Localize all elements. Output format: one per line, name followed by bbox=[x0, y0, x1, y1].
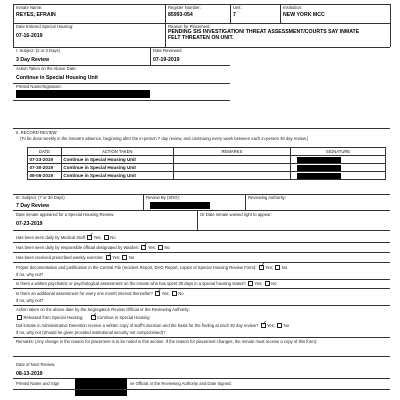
psych-no-checkbox[interactable] bbox=[265, 281, 270, 286]
table-row bbox=[28, 164, 386, 172]
warden-yes-checkbox[interactable] bbox=[141, 245, 146, 250]
reviewing-authority-label: Reviewing Authority: bbox=[248, 195, 286, 200]
question-written-copy bbox=[16, 323, 289, 328]
question-medical bbox=[16, 235, 116, 240]
rule-medical bbox=[13, 242, 390, 243]
inmate-name: REYES, EFRAIN bbox=[16, 12, 56, 18]
psych-yes-checkbox[interactable] bbox=[248, 281, 253, 286]
next-review-label: Date of Next Review: bbox=[16, 362, 56, 367]
warden-yes-label: Yes; bbox=[147, 245, 156, 250]
record-review-table bbox=[27, 147, 386, 180]
question-additional bbox=[16, 291, 184, 296]
next-review-date: 08-13-2019 bbox=[16, 371, 43, 377]
section1-action-label: Action Taken on the Above Date: bbox=[16, 66, 77, 71]
section3-top-rule bbox=[13, 194, 390, 195]
rule-next-review bbox=[13, 378, 390, 379]
written-copy-no-label: No bbox=[283, 323, 290, 328]
rule-documentation bbox=[13, 279, 390, 280]
written-copy-yes-label: Yes; bbox=[267, 323, 276, 328]
written-copy-if-not: If no, why not (Should be given provided institutional security not compromised)? bbox=[16, 330, 166, 335]
rule-remarks bbox=[13, 356, 390, 357]
rule-psych bbox=[13, 288, 390, 289]
section2-note: (To be done weekly in the inmate's absence, beginning after the in-person 7 day review, and continuing every week between each in-person 30 day review.) bbox=[20, 136, 309, 141]
released-checkbox[interactable] bbox=[17, 315, 22, 320]
medical-no-checkbox[interactable] bbox=[104, 235, 109, 240]
continue-label: Continue in Special Housing bbox=[97, 315, 150, 320]
psych-yes-label: Yes; bbox=[254, 281, 263, 286]
header-divider-1 bbox=[165, 4, 166, 23]
header-divider-3 bbox=[280, 4, 281, 23]
medical-yes-label: Yes; bbox=[93, 235, 102, 240]
section2-top-rule bbox=[13, 128, 390, 129]
row-action: Continue in Special Housing Unit bbox=[61, 156, 173, 164]
col-remarks: REMARKS bbox=[173, 148, 291, 156]
redacted-signature-1 bbox=[16, 90, 150, 98]
section1-subject-label: I. Subject: (2 or 3 Days) bbox=[16, 48, 60, 53]
appeared-label: Date inmate appeared for a Special Housing Review: bbox=[16, 212, 115, 217]
remarks-label: Remarks: (Any change in the reason for placement is to be noted in this section. If the reason for placement changes, the inmate must receive a copy of this form): bbox=[16, 339, 318, 344]
section1-printed-name-label: Printed Name/Signature: bbox=[16, 84, 62, 89]
redacted-reviewer bbox=[150, 202, 210, 209]
section3-divider-3 bbox=[197, 210, 198, 230]
continue-checkbox[interactable] bbox=[91, 315, 96, 320]
appeared-date: 07-23-2019 bbox=[16, 221, 43, 227]
reason-line-2: FELT THREATEN ON UNIT. bbox=[168, 35, 234, 41]
section3-rule-2 bbox=[13, 230, 390, 231]
rule-warden bbox=[13, 252, 390, 253]
additional-yes-label: Yes; bbox=[161, 291, 170, 296]
header-left-border bbox=[13, 4, 14, 47]
exercise-yes-checkbox[interactable] bbox=[106, 255, 111, 260]
section1-rule-3 bbox=[13, 100, 230, 101]
additional-if-no: If no, why not? bbox=[16, 298, 44, 303]
question-warden bbox=[16, 245, 170, 250]
documentation-yes-label: Yes; bbox=[265, 265, 274, 270]
question-warden-text: Has been seen daily by responsible official designated by Warden: bbox=[16, 245, 140, 250]
row-date: 07-30-2019 bbox=[28, 164, 62, 172]
section3-subject-value: 7 Day Review bbox=[16, 203, 50, 209]
header-bottom-rule bbox=[13, 47, 390, 48]
row-date: 08-06-2019 bbox=[28, 172, 62, 180]
section1-date-reviewed: 07-19-2019 bbox=[153, 57, 180, 63]
row-signature bbox=[291, 172, 386, 180]
final-printed-name-suffix: ve Official or the Reviewing Authority and Date Signed: bbox=[130, 381, 232, 386]
additional-no-label: No bbox=[178, 291, 184, 296]
documentation-yes-checkbox[interactable] bbox=[259, 265, 264, 270]
question-exercise-text: Has been received prescribed weekly exercise: bbox=[16, 255, 104, 260]
section1-date-reviewed-label: Date Reviewed bbox=[153, 48, 182, 53]
question-documentation bbox=[16, 265, 287, 270]
col-date: DATE bbox=[28, 148, 62, 156]
rule-exercise bbox=[13, 262, 390, 263]
section3-rule-1 bbox=[13, 210, 390, 211]
additional-yes-checkbox[interactable] bbox=[155, 291, 160, 296]
question-psych bbox=[16, 281, 276, 286]
row-signature bbox=[291, 156, 386, 164]
redacted-signature bbox=[297, 173, 341, 179]
header-divider-4 bbox=[165, 23, 166, 47]
row-action: Continue in Special Housing Unit bbox=[61, 164, 173, 172]
action-options bbox=[16, 315, 150, 320]
redacted-signature bbox=[297, 157, 341, 163]
date-entered: 07-16-2019 bbox=[16, 33, 43, 39]
col-signature: SIGNATURE bbox=[291, 148, 386, 156]
documentation-no-label: No bbox=[281, 265, 288, 270]
institution: NEW YORK MCC bbox=[283, 12, 325, 18]
redacted-signature-final bbox=[75, 378, 127, 396]
question-written-copy-text: Did inmate in Administrative Detention receive a written copy of staff's decision and the basis for the finding at each 30 day review? bbox=[16, 323, 259, 328]
row-signature bbox=[291, 164, 386, 172]
documentation-no-checkbox[interactable] bbox=[275, 265, 280, 270]
table-row bbox=[28, 172, 386, 180]
date-entered-label: Date Entered Special Housing: bbox=[16, 24, 74, 29]
waived-label: Or Date inmate waived right to appear: bbox=[200, 212, 272, 217]
unit: 7 bbox=[233, 12, 236, 18]
medical-no-label: No bbox=[110, 235, 116, 240]
medical-yes-checkbox[interactable] bbox=[87, 235, 92, 240]
rule-additional bbox=[13, 305, 390, 306]
institution-label: Institution: bbox=[283, 5, 303, 10]
warden-no-label: No bbox=[164, 245, 170, 250]
question-documentation-text: Proper documentation and justification in the Central File (Incident Report, DHO Report, copies of Special Housing Review Form): bbox=[16, 265, 257, 270]
header-right-border bbox=[390, 4, 391, 47]
inmate-name-label: Inmate Name: bbox=[16, 5, 43, 10]
row-remarks bbox=[173, 172, 291, 180]
written-copy-no-checkbox[interactable] bbox=[277, 323, 282, 328]
question-additional-text: Is there an additional assessment for every one month interval thereafter? bbox=[16, 291, 153, 296]
section3-action-label: Action taken on the above date by the Segregation Review Official or the Reviewing Authority: bbox=[16, 307, 190, 312]
exercise-no-label: No bbox=[128, 255, 135, 260]
row-remarks bbox=[173, 156, 291, 164]
register-number-label: Register Number: bbox=[168, 5, 201, 10]
table-row bbox=[28, 156, 386, 164]
reason-label: Reason for Placement: bbox=[168, 24, 211, 29]
row-date: 07-23-2019 bbox=[28, 156, 62, 164]
header-divider-2 bbox=[230, 4, 231, 23]
exercise-no-checkbox[interactable] bbox=[122, 255, 127, 260]
section3-subject-label: III. Subject: (7 or 30 Days) bbox=[16, 195, 65, 200]
row-remarks bbox=[173, 164, 291, 172]
row-action: Continue in Special Housing Unit bbox=[61, 172, 173, 180]
section2-title: II. RECORD REVIEW: bbox=[16, 130, 58, 135]
reason-line-1: PENDING SIS INVESTIGATION/ THREAT ASSESSMENT/COURTS SAY INMATE bbox=[168, 29, 360, 35]
written-copy-yes-checkbox[interactable] bbox=[261, 323, 266, 328]
documentation-if-no: If no, why not? bbox=[16, 272, 44, 277]
bottom-rule bbox=[13, 389, 390, 390]
register-number: 85993-054 bbox=[168, 12, 193, 18]
redacted-signature bbox=[297, 165, 341, 171]
final-printed-name bbox=[16, 381, 59, 386]
section1-action-value: Continue in Special Housing Unit bbox=[16, 75, 98, 81]
final-printed-name-label: Printed Name and Sign bbox=[16, 381, 60, 386]
psych-no-label: No bbox=[271, 281, 277, 286]
top-rule bbox=[13, 4, 390, 5]
section1-subject-value: 3 Day Review bbox=[16, 57, 50, 63]
unit-label: Unit: bbox=[233, 5, 242, 10]
section1-divider bbox=[150, 47, 151, 65]
question-psych-text: Is there a written psychiatric or psychological assessment on the inmate who has spent 30 days in a special housing status? bbox=[16, 281, 246, 286]
review-by-label: Review By (SRO): bbox=[146, 195, 180, 200]
warden-no-checkbox[interactable] bbox=[158, 245, 163, 250]
additional-no-checkbox[interactable] bbox=[172, 291, 177, 296]
exercise-yes-label: Yes; bbox=[112, 255, 121, 260]
question-medical-text: Has been seen daily by Medical Staff bbox=[16, 235, 85, 240]
released-label: Released from Special Housing; bbox=[23, 315, 84, 320]
col-action: ACTION TAKEN bbox=[61, 148, 173, 156]
section3-divider-2 bbox=[245, 194, 246, 210]
rule-written-copy bbox=[13, 337, 390, 338]
question-exercise bbox=[16, 255, 134, 260]
section3-divider-1 bbox=[143, 194, 144, 210]
record-review-header-row bbox=[28, 148, 386, 156]
